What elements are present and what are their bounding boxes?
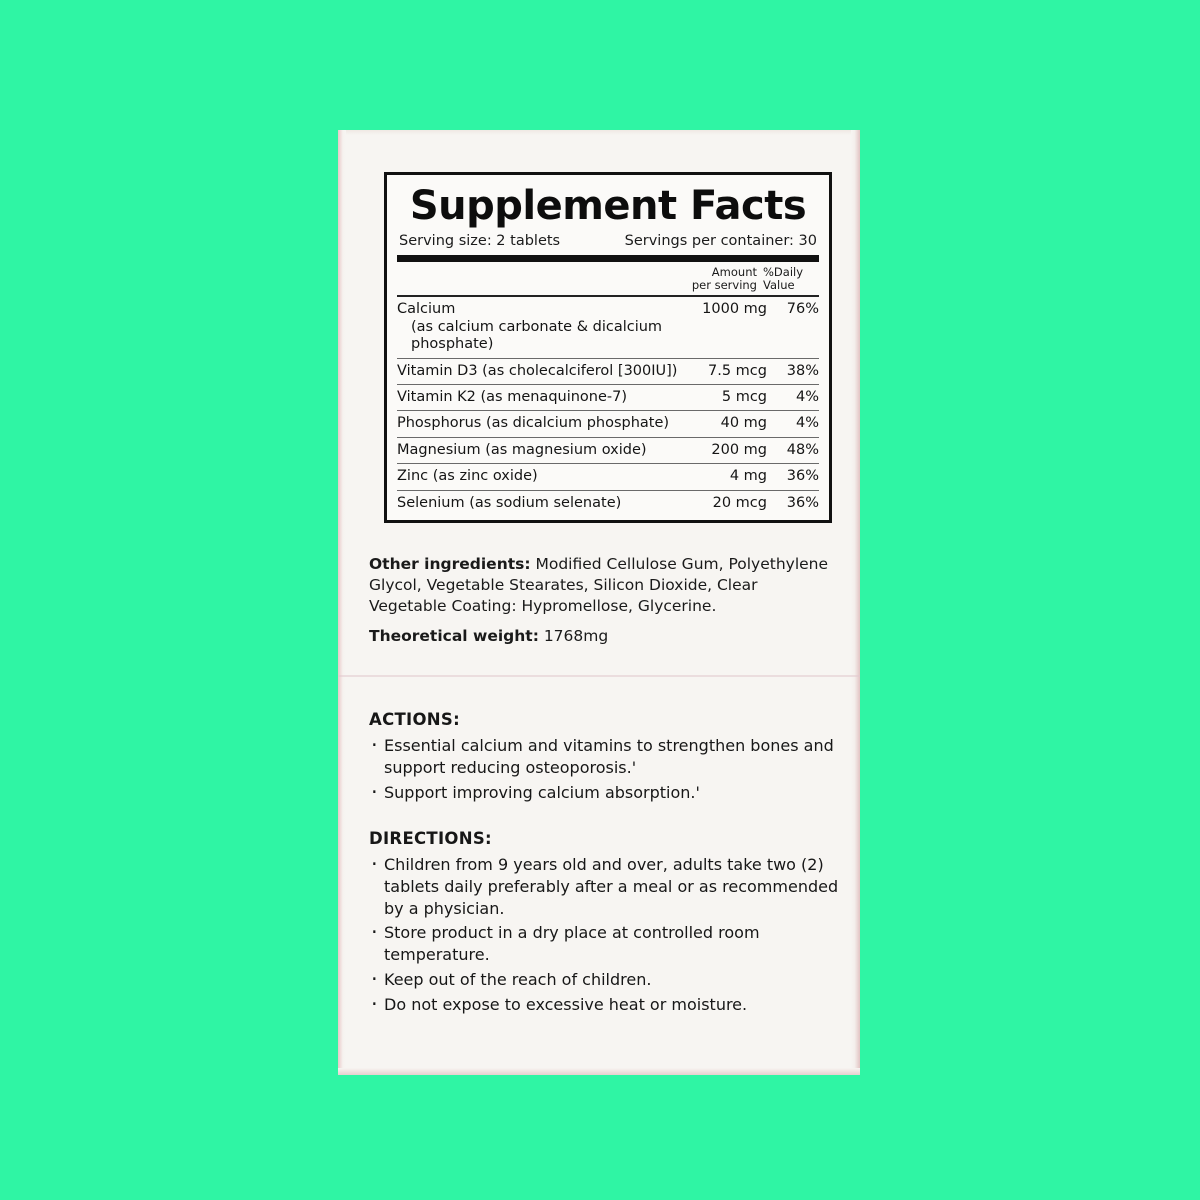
list-item: · Do not expose to excessive heat or moisture. bbox=[369, 994, 849, 1016]
table-row bbox=[397, 437, 819, 463]
list-item: · Essential calcium and vitamins to strengthen bones and support reducing osteoporosis.' bbox=[369, 735, 849, 779]
dv-header-line2: Value bbox=[763, 278, 795, 293]
supplement-facts-panel bbox=[384, 172, 832, 523]
nutrient-daily-value: 4% bbox=[767, 385, 819, 411]
box-left-edge bbox=[338, 130, 346, 1075]
table-row bbox=[397, 297, 819, 358]
nutrient-amount: 40 mg bbox=[681, 411, 767, 437]
table-row bbox=[397, 358, 819, 384]
box-right-edge bbox=[851, 130, 860, 1075]
nutrient-name-cell bbox=[397, 358, 681, 384]
nutrient-name: Magnesium (as magnesium oxide) bbox=[397, 441, 647, 458]
section-spacer bbox=[369, 807, 849, 829]
other-ingredients-label: Other ingredients: bbox=[369, 555, 531, 573]
nutrient-name-cell bbox=[397, 464, 681, 490]
other-ingredients-paragraph bbox=[369, 554, 839, 617]
nutrient-daily-value: 76% bbox=[786, 301, 819, 318]
amount-header-line1: Amount bbox=[711, 265, 757, 279]
box-top-edge bbox=[338, 130, 860, 135]
table-row bbox=[397, 411, 819, 437]
nutrient-daily-value: 38% bbox=[767, 358, 819, 384]
daily-value-header bbox=[763, 266, 817, 292]
list-item: · Children from 9 years old and over, adults take two (2) tablets daily preferably after a meal or as recommended by a physician. bbox=[369, 854, 849, 920]
facts-thick-rule bbox=[397, 255, 819, 262]
list-item: · Keep out of the reach of children. bbox=[369, 969, 849, 991]
directions-list bbox=[369, 854, 849, 1016]
nutrient-amount: 1000 mg bbox=[702, 301, 767, 318]
serving-size-text: Serving size: 2 tablets bbox=[399, 233, 561, 249]
theoretical-weight-label: Theoretical weight: bbox=[369, 626, 539, 645]
nutrient-source: (as calcium carbonate & dicalcium phosphate) bbox=[411, 318, 663, 353]
nutrient-name: Vitamin K2 (as menaquinone-7) bbox=[397, 389, 628, 405]
list-item: · Store product in a dry place at controlled room temperature. bbox=[369, 922, 849, 966]
nutrient-name: Phosphorus (as dicalcium phosphate) bbox=[397, 415, 670, 432]
nutrition-table-body bbox=[397, 297, 819, 516]
nutrient-daily-value: 48% bbox=[767, 437, 819, 463]
table-row bbox=[397, 385, 819, 411]
servings-per-container-text: Servings per container: 30 bbox=[624, 233, 817, 249]
other-ingredients-block bbox=[369, 554, 839, 647]
other-ingredients-text: Modified Cellulose Gum, Polyethylene Glycol, Vegetable Stearates, Silicon Dioxide, Clear Vegetable Coating: Hypromellose, Glycerine. bbox=[369, 555, 829, 615]
supplement-facts-title: Supplement Facts bbox=[409, 183, 807, 229]
nutrient-amount: 20 mcg bbox=[681, 490, 767, 516]
nutrient-name: Calcium bbox=[397, 301, 456, 318]
nutrient-daily-value: 4% bbox=[767, 411, 819, 437]
nutrient-daily-value: 36% bbox=[767, 464, 819, 490]
directions-heading: DIRECTIONS: bbox=[369, 828, 492, 848]
nutrient-name-cell bbox=[397, 411, 681, 437]
serving-info-row bbox=[397, 233, 819, 253]
nutrient-name-cell bbox=[397, 385, 681, 411]
nutrient-name: Zinc (as zinc oxide) bbox=[397, 468, 538, 485]
dv-header-line1: %Daily bbox=[763, 265, 804, 279]
actions-heading: ACTIONS: bbox=[369, 710, 460, 729]
nutrient-amount: 7.5 mcg bbox=[681, 358, 767, 384]
nutrient-name: Vitamin D3 (as cholecalciferol [300IU]) bbox=[397, 362, 678, 379]
nutrient-name-cell bbox=[397, 437, 681, 463]
nutrient-name: Selenium (as sodium selenate) bbox=[397, 494, 622, 511]
facts-column-headers bbox=[397, 262, 819, 295]
table-row bbox=[397, 490, 819, 516]
nutrient-name-cell bbox=[397, 297, 681, 358]
nutrition-table bbox=[397, 297, 819, 516]
theoretical-weight-value: 1768mg bbox=[538, 626, 609, 645]
table-row bbox=[397, 464, 819, 490]
list-item: · Support improving calcium absorption.' bbox=[369, 782, 849, 804]
theoretical-weight-paragraph bbox=[369, 626, 839, 647]
nutrient-daily-value: 36% bbox=[767, 490, 819, 516]
actions-list bbox=[369, 735, 849, 804]
nutrient-amount: 4 mg bbox=[681, 464, 767, 490]
supplement-box-panel bbox=[338, 130, 860, 1075]
usage-info-block bbox=[369, 710, 849, 1019]
box-seam-line bbox=[338, 675, 860, 677]
nutrient-name-cell bbox=[397, 490, 681, 516]
nutrient-amount: 200 mg bbox=[681, 437, 767, 463]
amount-per-serving-header bbox=[677, 266, 763, 292]
box-bottom-edge bbox=[338, 1068, 860, 1075]
amount-header-line2: per serving bbox=[691, 278, 757, 293]
nutrient-amount: 5 mcg bbox=[681, 385, 767, 411]
